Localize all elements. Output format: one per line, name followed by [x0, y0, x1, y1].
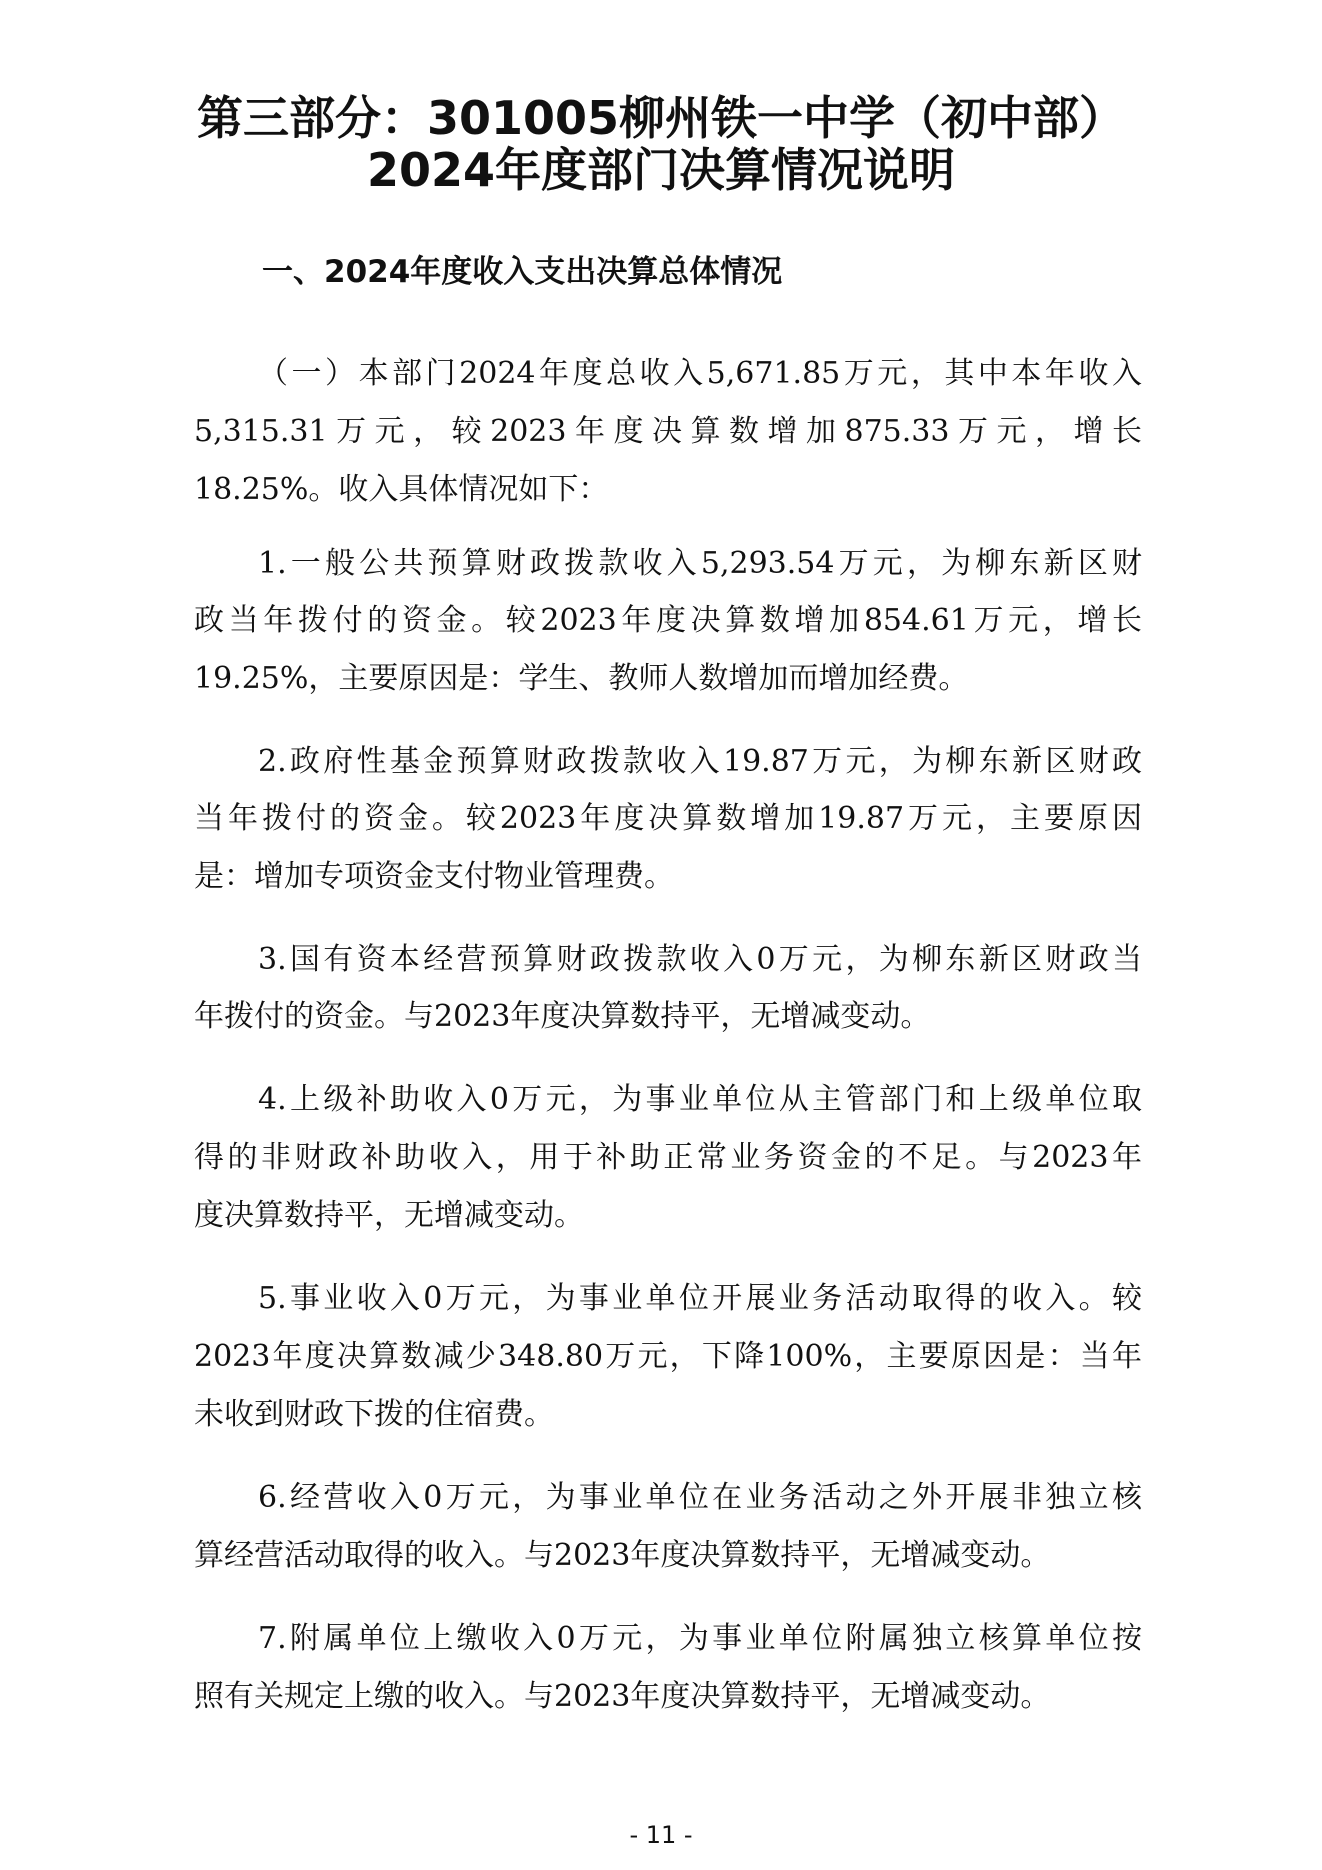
- body-line: 3.国有资本经营预算财政拨款收入0万元，为柳东新区财政当: [258, 942, 1142, 977]
- body-line: 未收到财政下拨的住宿费。: [194, 1397, 554, 1432]
- body-line: 算经营活动取得的收入。与2023年度决算数持平，无增减变动。: [194, 1538, 1051, 1573]
- body-line: 5,315.31万元，较2023年度决算数增加875.33万元，增长: [194, 414, 1142, 449]
- body-line: 照有关规定上缴的收入。与2023年度决算数持平，无增减变动。: [194, 1679, 1051, 1714]
- body-line: 1.一般公共预算财政拨款收入5,293.54万元，为柳东新区财: [258, 546, 1142, 581]
- body-line: 度决算数持平，无增减变动。: [194, 1198, 584, 1233]
- body-line: 19.25%，主要原因是：学生、教师人数增加而增加经费。: [194, 661, 969, 696]
- body-line: 7.附属单位上缴收入0万元，为事业单位附属独立核算单位按: [258, 1621, 1142, 1656]
- body-line: 5.事业收入0万元，为事业单位开展业务活动取得的收入。较: [258, 1281, 1142, 1316]
- body-line: 政当年拨付的资金。较2023年度决算数增加854.61万元，增长: [194, 603, 1142, 638]
- body-line: 18.25%。收入具体情况如下：: [194, 472, 609, 507]
- document-title-line-2: 2024年度部门决算情况说明: [366, 143, 956, 197]
- body-line: 是：增加专项资金支付物业管理费。: [194, 859, 674, 894]
- page-number: - 11 -: [629, 1821, 693, 1849]
- body-line: 当年拨付的资金。较2023年度决算数增加19.87万元，主要原因: [194, 801, 1142, 836]
- body-line: 6.经营收入0万元，为事业单位在业务活动之外开展非独立核: [258, 1480, 1142, 1515]
- body-line: 4.上级补助收入0万元，为事业单位从主管部门和上级单位取: [258, 1082, 1142, 1117]
- body-line: 2023年度决算数减少348.80万元，下降100%，主要原因是：当年: [194, 1339, 1142, 1374]
- body-line: 2.政府性基金预算财政拨款收入19.87万元，为柳东新区财政: [258, 744, 1142, 779]
- section-heading: 一、2024年度收入支出决算总体情况: [262, 254, 783, 290]
- body-line: （一）本部门2024年度总收入5,671.85万元，其中本年收入: [258, 356, 1142, 391]
- body-line: 年拨付的资金。与2023年度决算数持平，无增减变动。: [194, 999, 931, 1034]
- body-line: 得的非财政补助收入，用于补助正常业务资金的不足。与2023年: [194, 1140, 1142, 1175]
- document-title-line-1: 第三部分：301005柳州铁一中学（初中部）: [196, 91, 1126, 145]
